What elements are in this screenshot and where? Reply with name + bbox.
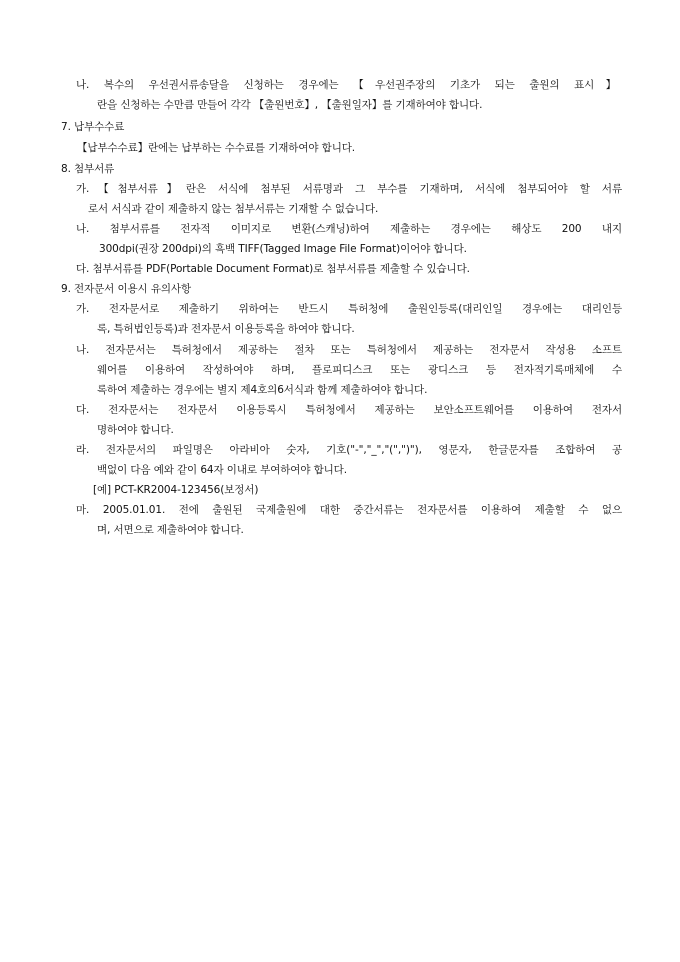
- section-9-ma-line-2: 며, 서면으로 제출하여야 합니다.: [97, 524, 244, 536]
- section-9-na-line-3: 록하여 제출하는 경우에는 별지 제4호의6서식과 함께 제출하여야 합니다.: [97, 384, 428, 396]
- section-8-na-line-1: 나. 첨부서류를 전자적 이미지로 변환(스캐닝)하여 제출하는 경우에는 해상도 200 내지: [76, 223, 622, 235]
- section-8-ga-line-1: 가.【첨부서류】란은 서식에 첨부된 서류명과 그 부수를 기재하며, 서식에 첨부되어야 할 서류: [76, 183, 622, 195]
- section-9-na-line-2: 웨어를 이용하여 작성하여야 하며, 플로피디스크 또는 광디스크 등 전자적기록매체에 수: [97, 364, 622, 376]
- item-na-line-2: 란을 신청하는 수만큼 만들어 각각 【출원번호】, 【출원일자】를 기재하여야 합니다.: [97, 99, 483, 111]
- section-9-ma-line-1: 마. 2005.01.01. 전에 출원된 국제출원에 대한 중간서류는 전자문서를 이용하여 제출할 수 없으: [76, 504, 622, 516]
- section-9-ra-example: [예] PCT-KR2004-123456(보정서): [93, 484, 259, 496]
- section-8-ga-line-2: 로서 서식과 같이 제출하지 않는 첨부서류는 기재할 수 없습니다.: [88, 203, 379, 215]
- section-9-da-line-2: 명하여야 합니다.: [97, 424, 174, 436]
- section-9-ga-line-1: 가. 전자문서로 제출하기 위하여는 반드시 특허청에 출원인등록(대리인일 경우에는 대리인등: [76, 303, 622, 315]
- section-9-ra-line-1: 라. 전자문서의 파일명은 아라비아 숫자, 기호("-","_","(",")"), 영문자, 한글문자를 조합하여 공: [76, 444, 622, 456]
- section-9-na-line-1: 나. 전자문서는 특허청에서 제공하는 절차 또는 특허청에서 제공하는 전자문서 작성용 소프트: [76, 344, 622, 356]
- section-9-da-line-1: 다. 전자문서는 전자문서 이용등록시 특허청에서 제공하는 보안소프트웨어를 이용하여 전자서: [76, 404, 622, 416]
- section-8-na-line-2: 300dpi(권장 200dpi)의 흑백 TIFF(Tagged Image File Format)이어야 합니다.: [99, 243, 467, 255]
- section-9-ga-line-2: 록, 특허법인등록)과 전자문서 이용등록을 하여야 합니다.: [97, 323, 355, 335]
- section-9-ra-line-2: 백없이 다음 예와 같이 64자 이내로 부여하여야 합니다.: [97, 464, 347, 476]
- section-7-line-1: 【납부수수료】란에는 납부하는 수수료를 기재하여야 합니다.: [77, 142, 356, 154]
- item-na-line-1: 나. 복수의 우선권서류송달을 신청하는 경우에는 【우선권주장의 기초가 되는 출원의 표시】: [76, 79, 616, 91]
- section-8-heading: 8. 첨부서류: [61, 163, 115, 175]
- section-8-da-line-1: 다. 첨부서류를 PDF(Portable Document Format)로 첨부서류를 제출할 수 있습니다.: [76, 263, 470, 275]
- section-9-heading: 9. 전자문서 이용시 유의사항: [61, 283, 192, 295]
- section-7-heading: 7. 납부수수료: [61, 121, 125, 133]
